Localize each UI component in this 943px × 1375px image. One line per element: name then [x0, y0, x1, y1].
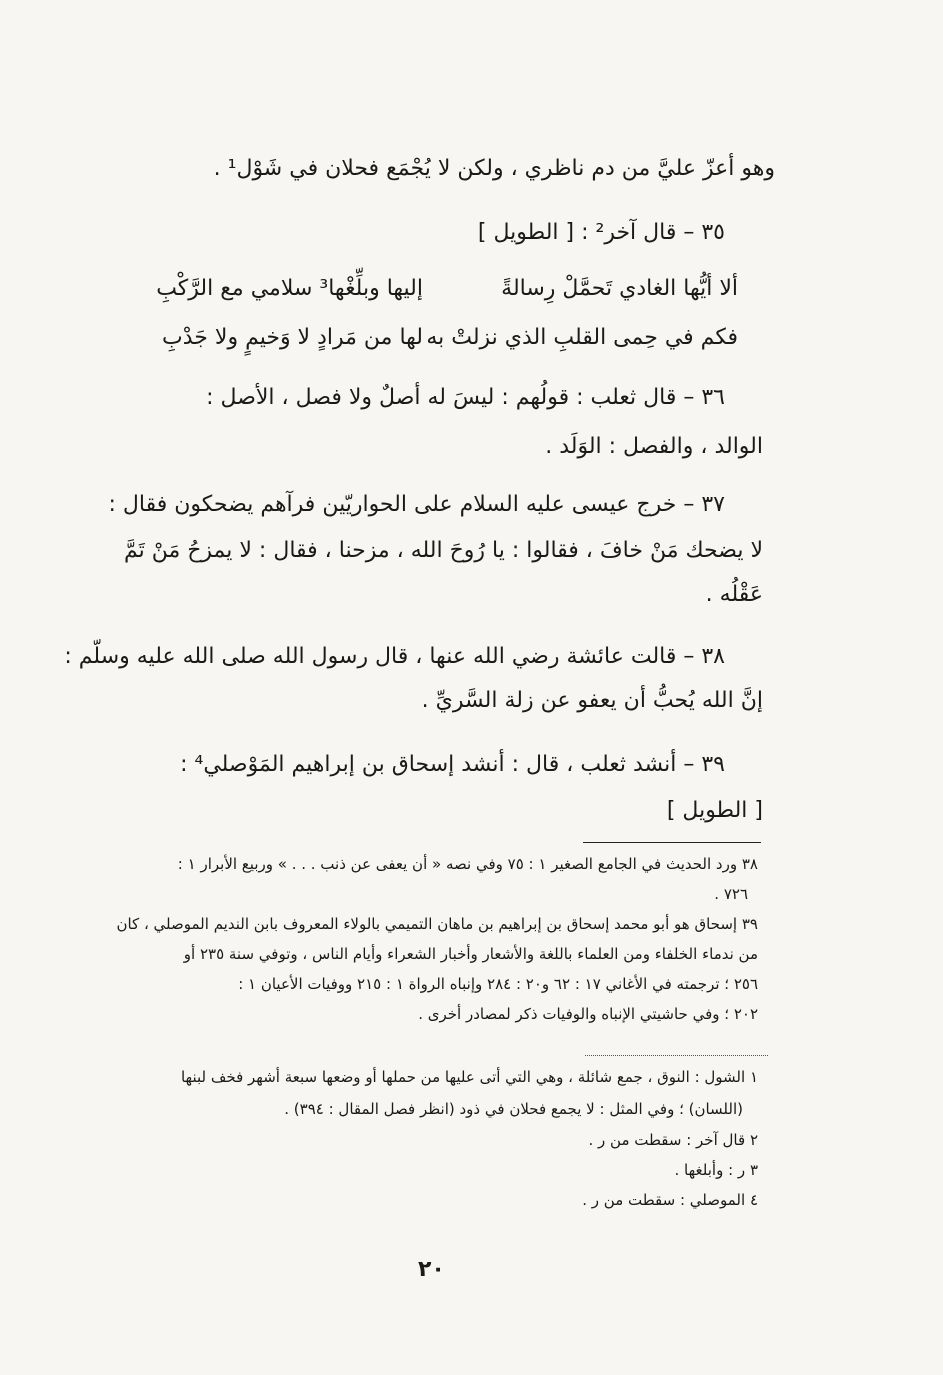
- variant-note-1-line-2: (اللسان) ؛ وفي المثل : لا يجمع فحلان في ذود (انظر فصل المقال : ٣٩٤) .: [284, 1100, 743, 1118]
- entry-36-line-1: ٣٦ – قال ثعلب : قولُهم : ليسَ له أصلٌ ولا فصل ، الأصل :: [206, 385, 725, 410]
- variant-note-3: ٣ ر : وأبلغها .: [674, 1161, 758, 1179]
- source-note-38-line-1: ٣٨ ورد الحديث في الجامع الصغير ١ : ٧٥ وفي نصه « أن يعفى عن ذنب . . . » وربيع الأبرار ١ :: [177, 855, 758, 873]
- variant-note-2: ٢ قال آخر : سقطت من ر .: [588, 1131, 758, 1149]
- entry-37-line-3: عَقْلُه .: [705, 582, 763, 607]
- variant-note-1-line-1: ١ الشول : النوق ، جمع شائلة ، وهي التي أتى عليها من حملها أو وضعها سبعة أشهر فخف لبنها: [180, 1068, 758, 1086]
- entry-38-line-1: ٣٨ – قالت عائشة رضي الله عنها ، قال رسول الله صلى الله عليه وسلّم :: [64, 644, 725, 669]
- entry-37-line-2: لا يضحك مَنْ خافَ ، فقالوا : يا رُوحَ الله ، مزحنا ، فقال : لا يمزحُ مَنْ تَمَّ: [123, 538, 763, 563]
- entry-39-line-1: ٣٩ – أنشد ثعلب ، قال : أنشد إسحاق بن إبراهيم المَوْصلي⁴ :: [180, 752, 725, 777]
- source-note-38-line-2: ٧٢٦ .: [714, 885, 748, 903]
- page-number: ٢٠: [418, 1257, 445, 1282]
- source-note-39-line-3: ٢٥٦ ؛ ترجمته في الأغاني ١٧ : ٦٢ و٢٠ : ٢٨٤ وإنباه الرواة ١ : ٢١٥ ووفيات الأعيان ١ :: [238, 975, 758, 993]
- poem-line-1-hemistich-1: ألا أيُّها الغادي تَحمَّلْ رِسالةً: [501, 276, 738, 301]
- entry-39-meter: [ الطويل ]: [666, 798, 763, 823]
- text-line: وهو أعزّ عليَّ من دم ناظري ، ولكن لا يُجْمَع فحلان في شَوْل¹ .: [213, 156, 775, 181]
- poem-line-2-hemistich-1: فكم في حِمى القلبِ الذي نزلتْ به: [426, 325, 738, 350]
- footnote-rule: [583, 842, 761, 843]
- entry-36-line-2: الوالد ، والفصل : الوَلَد .: [545, 434, 763, 459]
- entry-37-line-1: ٣٧ – خرج عيسى عليه السلام على الحواريّين فرآهم يضحكون فقال :: [108, 492, 725, 517]
- source-note-39-line-2: من ندماء الخلفاء ومن العلماء باللغة والأشعار وأخبار الشعراء وأيام الناس ، وتوفي سنة ٢٣٥ أو: [183, 945, 758, 963]
- poem-line-2-hemistich-2: لها من مَرادٍ لا وَخيمٍ ولا جَدْبِ: [162, 325, 423, 350]
- poem-line-1-hemistich-2: إليها وبلِّغْها³ سلامي مع الرَّكْبِ: [156, 276, 423, 301]
- variant-note-4: ٤ الموصلي : سقطت من ر .: [582, 1191, 758, 1209]
- dotted-divider: [585, 1055, 768, 1056]
- source-note-39-line-1: ٣٩ إسحاق هو أبو محمد إسحاق بن إبراهيم بن ماهان التميمي بالولاء المعروف بابن النديم الموصلي ، كان: [116, 915, 758, 933]
- entry-35-heading: ٣٥ – قال آخر² : [ الطويل ]: [477, 220, 725, 245]
- entry-38-line-2: إنَّ الله يُحبُّ أن يعفو عن زلة السَّريِّ .: [421, 688, 763, 713]
- source-note-39-line-4: ٢٠٢ ؛ وفي حاشيتي الإنباه والوفيات ذكر لمصادر أخرى .: [418, 1005, 758, 1023]
